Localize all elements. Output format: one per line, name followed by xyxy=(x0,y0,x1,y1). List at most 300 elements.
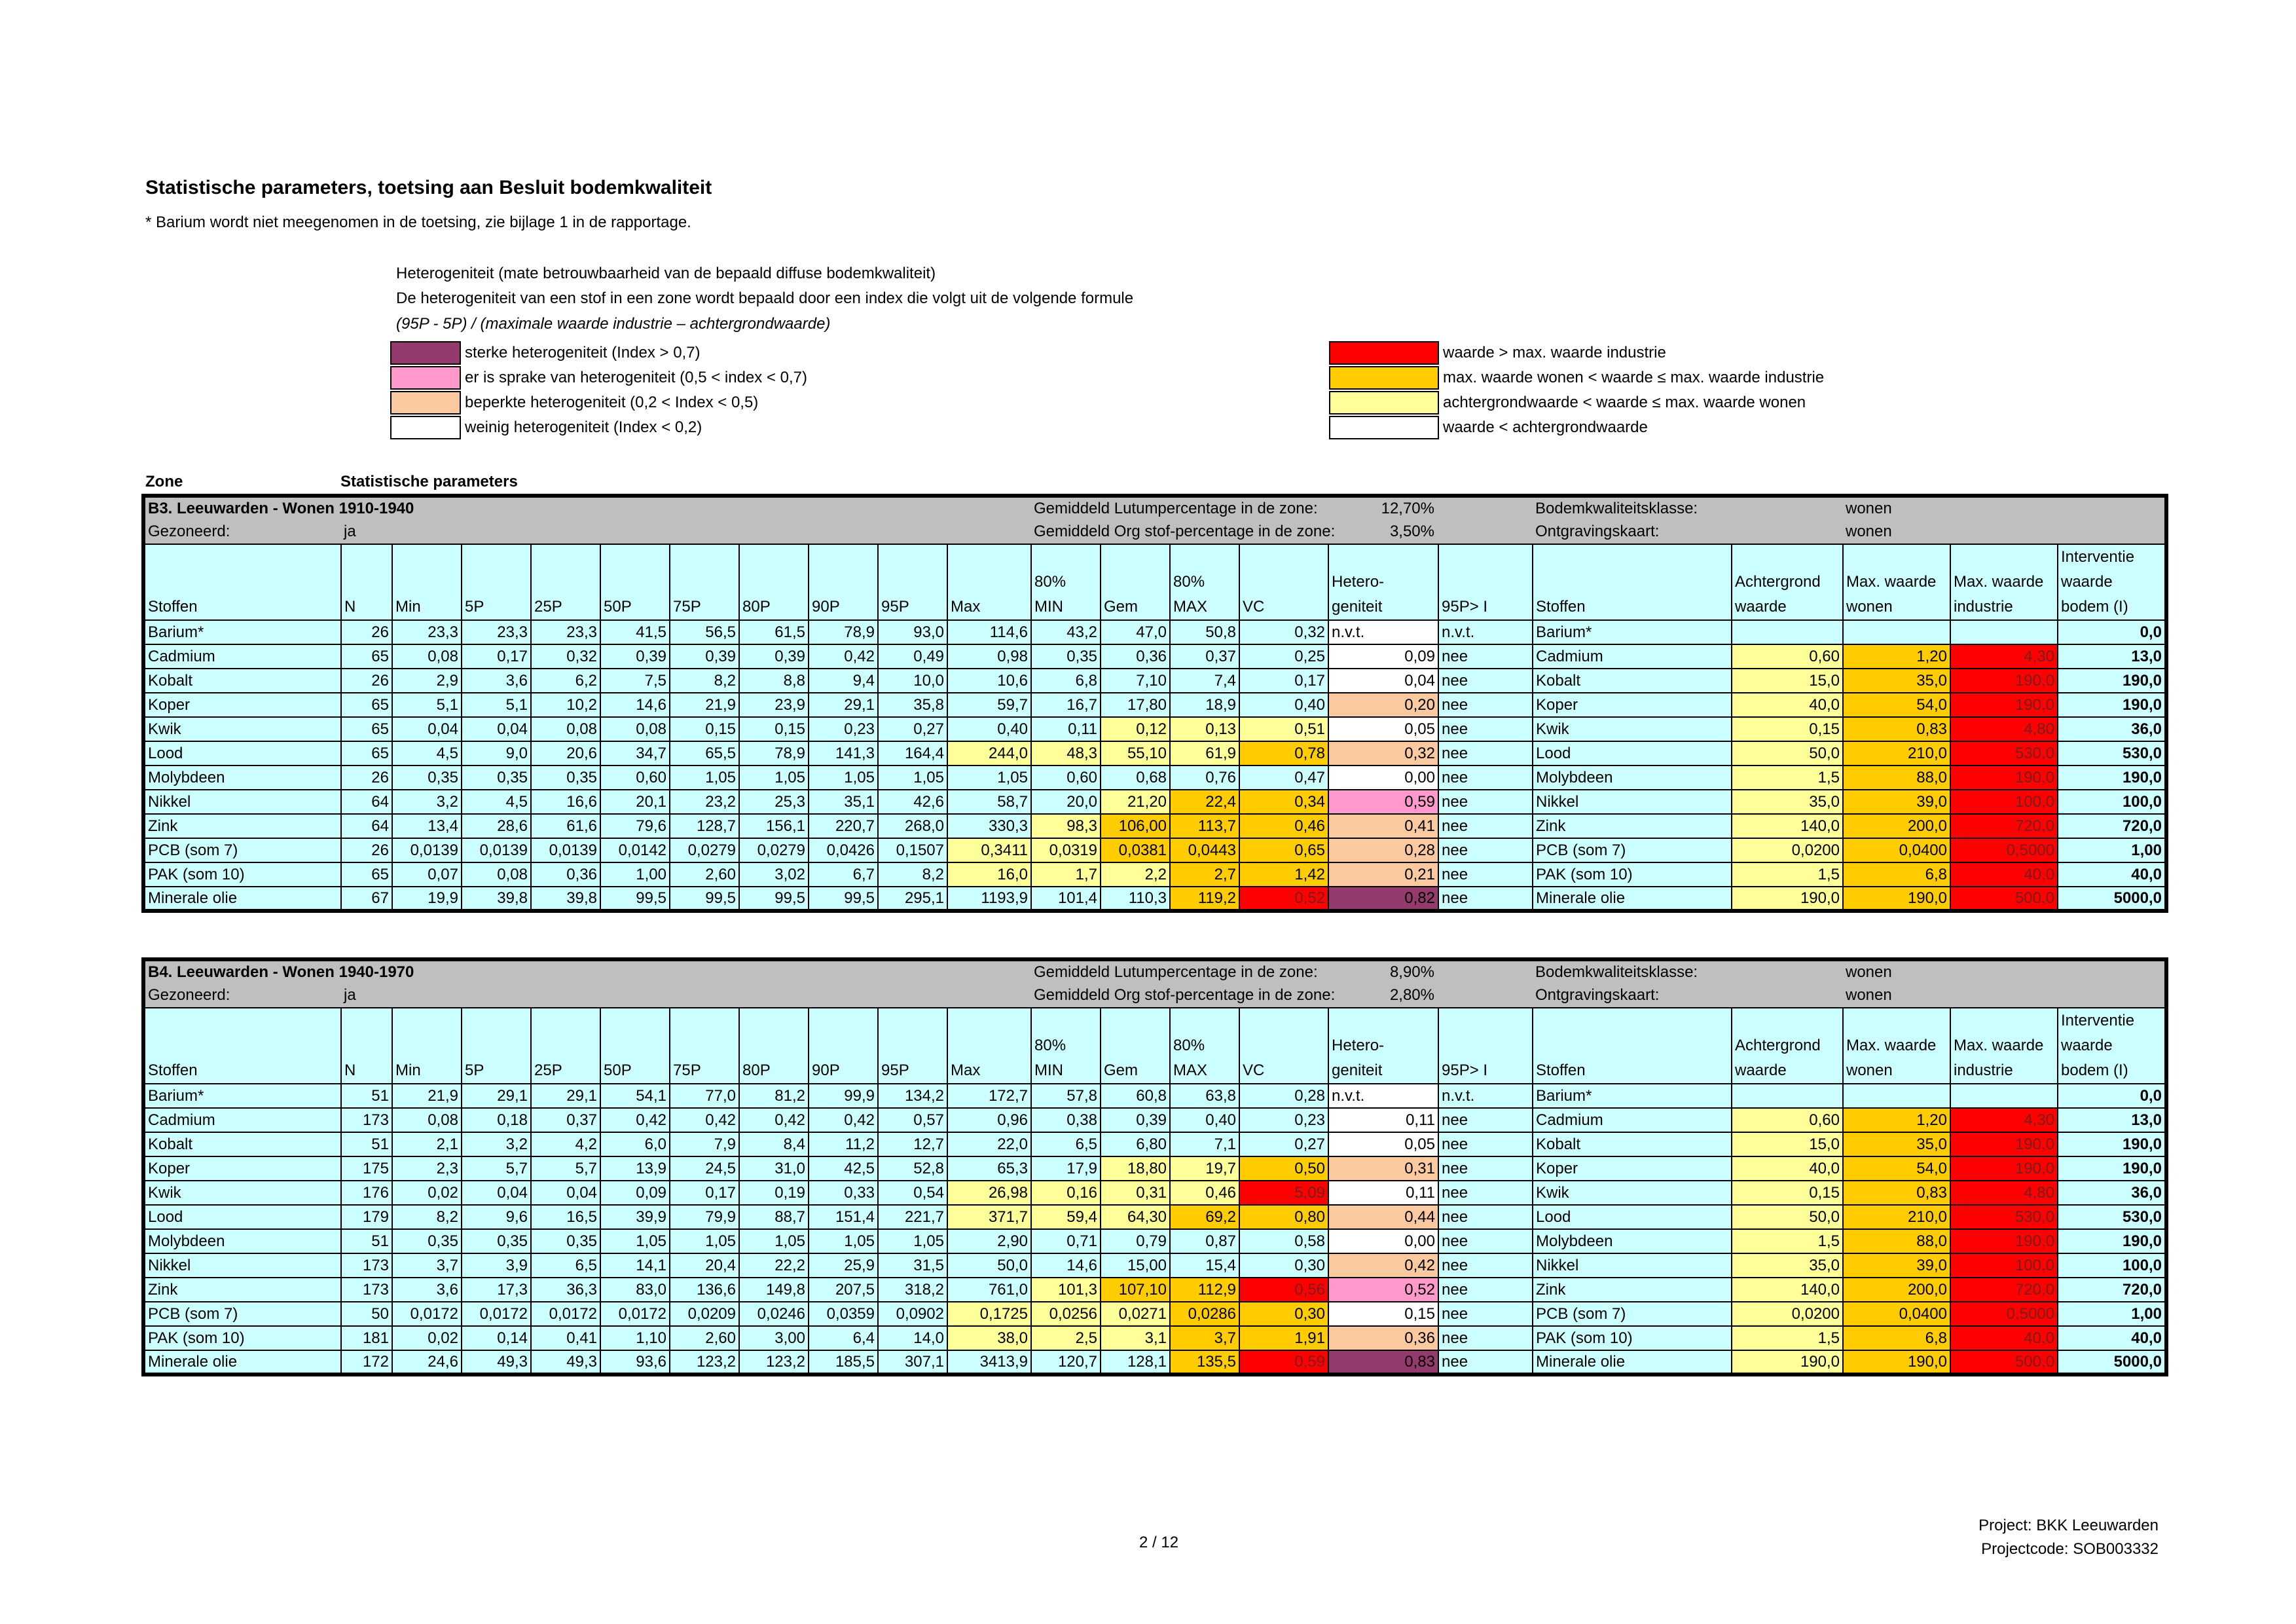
reference-value: 210,0 xyxy=(1843,741,1950,766)
intervention-check: nee xyxy=(1438,814,1533,838)
value-cell: 13,9 xyxy=(600,1156,670,1181)
value-cell: 34,7 xyxy=(600,741,670,766)
value-cell: 1,91 xyxy=(1239,1326,1328,1350)
value-cell: 61,6 xyxy=(531,814,600,838)
reference-value: 6,8 xyxy=(1843,1326,1950,1350)
value-cell: 1,05 xyxy=(739,766,809,790)
value-cell: 65 xyxy=(341,741,392,766)
value-cell: 5,1 xyxy=(462,693,531,717)
reference-value: 0,0 xyxy=(2058,620,2166,644)
legend-label: er is sprake van heterogeniteit (0,5 < index < 0,7) xyxy=(465,369,807,386)
column-header: Interventie waarde bodem (I) xyxy=(2058,1008,2166,1084)
substance-name: Kobalt xyxy=(143,669,341,693)
value-cell: 0,0271 xyxy=(1101,1302,1170,1326)
column-header: Max. waarde industrie xyxy=(1950,1008,2058,1084)
intervention-check: nee xyxy=(1438,1108,1533,1132)
column-header: VC xyxy=(1239,1008,1328,1084)
value-cell: 3,9 xyxy=(462,1253,531,1278)
value-cell: 12,7 xyxy=(878,1132,947,1156)
value-cell: 164,4 xyxy=(878,741,947,766)
value-cell: 0,58 xyxy=(1239,1229,1328,1253)
value-cell: 0,41 xyxy=(531,1326,600,1350)
reference-value: 1,5 xyxy=(1732,1229,1843,1253)
table-row xyxy=(143,1181,2166,1205)
reference-value: 5000,0 xyxy=(2058,1350,2166,1375)
reference-value xyxy=(1843,620,1950,644)
value-cell: 49,3 xyxy=(531,1350,600,1375)
value-cell: 175 xyxy=(341,1156,392,1181)
column-header: 80% MAX xyxy=(1170,1008,1239,1084)
value-cell: 65 xyxy=(341,693,392,717)
value-cell: 135,5 xyxy=(1170,1350,1239,1375)
substance-name: Kobalt xyxy=(143,1132,341,1156)
value-cell: 1,05 xyxy=(947,766,1031,790)
legend-item xyxy=(1329,365,1824,390)
column-header: 80% MIN xyxy=(1031,544,1101,620)
column-header: Gem xyxy=(1101,544,1170,620)
heterogeneity-cell: 0,59 xyxy=(1328,790,1438,814)
value-cell: 99,5 xyxy=(600,887,670,911)
substance-name: PCB (som 7) xyxy=(143,838,341,862)
value-cell: 0,42 xyxy=(809,1108,878,1132)
reference-value: 720,0 xyxy=(2058,1278,2166,1302)
value-cell: 0,08 xyxy=(462,862,531,887)
value-cell: 0,0172 xyxy=(531,1302,600,1326)
column-header: Hetero- geniteit xyxy=(1328,1008,1438,1084)
value-cell: 0,04 xyxy=(462,717,531,741)
value-cell: 1,05 xyxy=(670,766,739,790)
column-header: Stoffen xyxy=(143,1008,341,1084)
reference-value: 200,0 xyxy=(1843,1278,1950,1302)
reference-value: 35,0 xyxy=(1732,1253,1843,1278)
value-cell: 0,11 xyxy=(1031,717,1101,741)
reference-value: 6,8 xyxy=(1843,862,1950,887)
value-cell: 0,07 xyxy=(392,862,462,887)
intervention-check: nee xyxy=(1438,1205,1533,1229)
reference-value: 720,0 xyxy=(1950,1278,2058,1302)
value-cell: 65 xyxy=(341,644,392,669)
table-row xyxy=(143,1326,2166,1350)
klasse-label: Bodemkwaliteitsklasse: xyxy=(1535,963,1698,981)
value-cell: 9,4 xyxy=(809,669,878,693)
klasse-value: wonen xyxy=(1846,963,1892,981)
value-cell: 1,05 xyxy=(809,1229,878,1253)
heterogeneity-cell: 0,42 xyxy=(1328,1253,1438,1278)
heterogeneity-description: Heterogeniteit (mate betrouwbaarheid van de bepaald diffuse bodemkwaliteit) xyxy=(396,265,936,282)
value-cell: 47,0 xyxy=(1101,620,1170,644)
table-row xyxy=(143,717,2166,741)
value-cell: 7,10 xyxy=(1101,669,1170,693)
value-cell: 29,1 xyxy=(809,693,878,717)
reference-value: 5000,0 xyxy=(2058,887,2166,911)
column-header: 95P> I xyxy=(1438,544,1533,620)
value-cell: 58,7 xyxy=(947,790,1031,814)
heterogeneity-cell: 0,41 xyxy=(1328,814,1438,838)
value-cell: 17,9 xyxy=(1031,1156,1101,1181)
value-cell: 0,09 xyxy=(600,1181,670,1205)
heterogeneity-cell: 0,21 xyxy=(1328,862,1438,887)
reference-value: 0,0 xyxy=(2058,1084,2166,1108)
value-cell: 14,1 xyxy=(600,1253,670,1278)
value-cell: 101,3 xyxy=(1031,1278,1101,1302)
value-cell: 0,19 xyxy=(739,1181,809,1205)
heterogeneity-cell: 0,09 xyxy=(1328,644,1438,669)
value-cell: 0,0359 xyxy=(809,1302,878,1326)
value-cell: 185,5 xyxy=(809,1350,878,1375)
value-cell: 16,0 xyxy=(947,862,1031,887)
reference-value: 54,0 xyxy=(1843,1156,1950,1181)
table-row xyxy=(143,1253,2166,1278)
value-cell: 0,0443 xyxy=(1170,838,1239,862)
value-cell: 6,2 xyxy=(531,669,600,693)
value-cell: 4,2 xyxy=(531,1132,600,1156)
value-cell: 0,17 xyxy=(462,644,531,669)
value-cell: 51 xyxy=(341,1132,392,1156)
legend-item xyxy=(390,341,701,365)
org-value: 3,50% xyxy=(1389,523,1434,540)
column-header: 80% MAX xyxy=(1170,544,1239,620)
legend-label: sterke heterogeniteit (Index > 0,7) xyxy=(465,344,701,361)
heterogeneity-cell: 0,05 xyxy=(1328,1132,1438,1156)
substance-name: Koper xyxy=(1533,1156,1732,1181)
value-cell: 0,15 xyxy=(739,717,809,741)
column-header: 25P xyxy=(531,1008,600,1084)
reference-value: 100,0 xyxy=(2058,790,2166,814)
zone-name: B4. Leeuwarden - Wonen 1940-1970 xyxy=(148,963,414,981)
value-cell: 23,3 xyxy=(392,620,462,644)
zone-heading: Zone xyxy=(145,473,183,490)
value-cell: 0,87 xyxy=(1170,1229,1239,1253)
value-cell: 0,0426 xyxy=(809,838,878,862)
heterogeneity-cell: 0,52 xyxy=(1328,1278,1438,1302)
table-row xyxy=(143,1278,2166,1302)
value-cell: 7,5 xyxy=(600,669,670,693)
legend-item xyxy=(390,365,807,390)
org-label: Gemiddeld Org stof-percentage in de zone: 2,80% xyxy=(1034,986,1434,1004)
value-cell: 6,4 xyxy=(809,1326,878,1350)
substance-name: Cadmium xyxy=(143,644,341,669)
value-cell: 0,36 xyxy=(1101,644,1170,669)
value-cell: 25,3 xyxy=(739,790,809,814)
substance-name: Cadmium xyxy=(1533,644,1732,669)
value-cell: 65,3 xyxy=(947,1156,1031,1181)
reference-value xyxy=(1732,620,1843,644)
value-cell: 67 xyxy=(341,887,392,911)
substance-name: Barium* xyxy=(1533,620,1732,644)
reference-value: 0,83 xyxy=(1843,717,1950,741)
heterogeneity-cell: 0,00 xyxy=(1328,1229,1438,1253)
value-cell: 0,04 xyxy=(462,1181,531,1205)
value-cell: 17,3 xyxy=(462,1278,531,1302)
reference-value: 190,0 xyxy=(1950,1132,2058,1156)
legend-label: weinig heterogeniteit (Index < 0,2) xyxy=(465,418,702,436)
column-header: Min xyxy=(392,544,462,620)
reference-value: 190,0 xyxy=(2058,1132,2166,1156)
value-cell: 0,08 xyxy=(600,717,670,741)
legend-item xyxy=(390,415,702,440)
value-cell: 93,0 xyxy=(878,620,947,644)
value-cell: 0,31 xyxy=(1101,1181,1170,1205)
substance-name: Koper xyxy=(143,693,341,717)
value-cell: 107,10 xyxy=(1101,1278,1170,1302)
substance-name: Zink xyxy=(1533,1278,1732,1302)
value-cell: 99,9 xyxy=(809,1084,878,1108)
value-cell: 42,6 xyxy=(878,790,947,814)
substance-name: Minerale olie xyxy=(143,1350,341,1375)
substance-name: Zink xyxy=(143,814,341,838)
value-cell: 0,35 xyxy=(392,766,462,790)
value-cell: 14,6 xyxy=(1031,1253,1101,1278)
value-cell: 0,3411 xyxy=(947,838,1031,862)
table-row xyxy=(143,1132,2166,1156)
value-cell: 0,30 xyxy=(1239,1253,1328,1278)
value-cell: 120,7 xyxy=(1031,1350,1101,1375)
value-cell: 6,8 xyxy=(1031,669,1101,693)
value-cell: 2,9 xyxy=(392,669,462,693)
reference-value: 530,0 xyxy=(1950,1205,2058,1229)
reference-value: 190,0 xyxy=(2058,669,2166,693)
reference-value: 190,0 xyxy=(2058,1156,2166,1181)
reference-value: 88,0 xyxy=(1843,1229,1950,1253)
substance-name: Nikkel xyxy=(1533,790,1732,814)
intervention-check: nee xyxy=(1438,693,1533,717)
column-header: 80P xyxy=(739,1008,809,1084)
legend-item xyxy=(1329,390,1806,415)
reference-value: 200,0 xyxy=(1843,814,1950,838)
value-cell: 330,3 xyxy=(947,814,1031,838)
value-cell: 244,0 xyxy=(947,741,1031,766)
substance-name: PCB (som 7) xyxy=(1533,838,1732,862)
reference-value: 0,5000 xyxy=(1950,1302,2058,1326)
substance-name: Lood xyxy=(1533,741,1732,766)
value-cell: 14,0 xyxy=(878,1326,947,1350)
substance-name: Molybdeen xyxy=(1533,766,1732,790)
table-row xyxy=(143,1156,2166,1181)
reference-value: 4,80 xyxy=(1950,1181,2058,1205)
stat-heading: Statistische parameters xyxy=(340,473,518,490)
table-row xyxy=(143,838,2166,862)
intervention-check: nee xyxy=(1438,1350,1533,1375)
value-cell: 28,6 xyxy=(462,814,531,838)
substance-name: Lood xyxy=(143,1205,341,1229)
value-cell: 77,0 xyxy=(670,1084,739,1108)
substance-name: Kwik xyxy=(143,1181,341,1205)
reference-value: 40,0 xyxy=(1732,1156,1843,1181)
value-cell: 0,04 xyxy=(531,1181,600,1205)
substance-name: PAK (som 10) xyxy=(143,862,341,887)
column-header: Max. waarde industrie xyxy=(1950,544,2058,620)
legend-swatch xyxy=(390,416,461,439)
substance-name: Cadmium xyxy=(143,1108,341,1132)
value-cell: 123,2 xyxy=(739,1350,809,1375)
substance-name: Minerale olie xyxy=(1533,1350,1732,1375)
intervention-check: nee xyxy=(1438,1278,1533,1302)
reference-value: 500,0 xyxy=(1950,887,2058,911)
heterogeneity-cell: 0,11 xyxy=(1328,1181,1438,1205)
legend-label: waarde > max. waarde industrie xyxy=(1443,344,1666,361)
value-cell: 0,0381 xyxy=(1101,838,1170,862)
heterogeneity-cell: 0,28 xyxy=(1328,838,1438,862)
value-cell: 0,38 xyxy=(1031,1108,1101,1132)
heterogeneity-cell: n.v.t. xyxy=(1328,620,1438,644)
value-cell: 9,0 xyxy=(462,741,531,766)
zone-name: B3. Leeuwarden - Wonen 1910-1940 xyxy=(148,500,414,517)
kaart-label: Ontgravingskaart: xyxy=(1535,986,1660,1004)
value-cell: 23,9 xyxy=(739,693,809,717)
reference-value: 100,0 xyxy=(1950,1253,2058,1278)
value-cell: 16,7 xyxy=(1031,693,1101,717)
value-cell: 1,05 xyxy=(600,1229,670,1253)
value-cell: 3,00 xyxy=(739,1326,809,1350)
column-header: Stoffen xyxy=(1533,1008,1732,1084)
value-cell: 8,2 xyxy=(392,1205,462,1229)
value-cell: 52,8 xyxy=(878,1156,947,1181)
substance-name: Kobalt xyxy=(1533,1132,1732,1156)
value-cell: 0,34 xyxy=(1239,790,1328,814)
value-cell: 3,6 xyxy=(462,669,531,693)
reference-value: 54,0 xyxy=(1843,693,1950,717)
value-cell: 0,1507 xyxy=(878,838,947,862)
value-cell: 173 xyxy=(341,1108,392,1132)
page-title: Statistische parameters, toetsing aan Besluit bodemkwaliteit xyxy=(145,177,712,198)
substance-name: Minerale olie xyxy=(143,887,341,911)
value-cell: 0,60 xyxy=(1031,766,1101,790)
substance-name: Kwik xyxy=(1533,1181,1732,1205)
value-cell: 0,0902 xyxy=(878,1302,947,1326)
column-header: 90P xyxy=(809,1008,878,1084)
reference-value: 0,5000 xyxy=(1950,838,2058,862)
legend-label: achtergrondwaarde < waarde ≤ max. waarde wonen xyxy=(1443,394,1806,411)
value-cell: 0,17 xyxy=(670,1181,739,1205)
value-cell: 0,56 xyxy=(1239,1278,1328,1302)
gezoneerd-value: ja xyxy=(344,986,356,1004)
legend-item xyxy=(1329,341,1666,365)
value-cell: 0,02 xyxy=(392,1181,462,1205)
value-cell: 0,80 xyxy=(1239,1205,1328,1229)
substance-name: Koper xyxy=(1533,693,1732,717)
reference-value: 0,0200 xyxy=(1732,1302,1843,1326)
intervention-check: nee xyxy=(1438,766,1533,790)
value-cell: 14,6 xyxy=(600,693,670,717)
value-cell: 19,9 xyxy=(392,887,462,911)
value-cell: 371,7 xyxy=(947,1205,1031,1229)
heterogeneity-formula: (95P - 5P) / (maximale waarde industrie – achtergrondwaarde) xyxy=(396,315,831,333)
value-cell: 13,4 xyxy=(392,814,462,838)
reference-value: 36,0 xyxy=(2058,717,2166,741)
value-cell: 0,68 xyxy=(1101,766,1170,790)
value-cell: 88,7 xyxy=(739,1205,809,1229)
intervention-check: nee xyxy=(1438,1181,1533,1205)
value-cell: 136,6 xyxy=(670,1278,739,1302)
value-cell: 65,5 xyxy=(670,741,739,766)
column-header: Min xyxy=(392,1008,462,1084)
reference-value: 530,0 xyxy=(2058,741,2166,766)
value-cell: 39,9 xyxy=(600,1205,670,1229)
reference-value: 39,0 xyxy=(1843,1253,1950,1278)
table-row xyxy=(143,862,2166,887)
substance-name: Kwik xyxy=(1533,717,1732,741)
zone-table xyxy=(141,957,2168,1376)
reference-value: 39,0 xyxy=(1843,790,1950,814)
substance-name: Nikkel xyxy=(143,790,341,814)
value-cell: 0,37 xyxy=(1170,644,1239,669)
heterogeneity-cell: n.v.t. xyxy=(1328,1084,1438,1108)
value-cell: 6,5 xyxy=(1031,1132,1101,1156)
reference-value: 190,0 xyxy=(1950,1156,2058,1181)
value-cell: 7,1 xyxy=(1170,1132,1239,1156)
value-cell: 0,13 xyxy=(1170,717,1239,741)
org-value: 2,80% xyxy=(1389,986,1434,1004)
value-cell: 3,6 xyxy=(392,1278,462,1302)
value-cell: 21,9 xyxy=(670,693,739,717)
value-cell: 36,3 xyxy=(531,1278,600,1302)
value-cell: 2,60 xyxy=(670,1326,739,1350)
value-cell: 173 xyxy=(341,1278,392,1302)
value-cell: 26 xyxy=(341,620,392,644)
reference-value xyxy=(1732,1084,1843,1108)
value-cell: 2,7 xyxy=(1170,862,1239,887)
value-cell: 0,27 xyxy=(1239,1132,1328,1156)
reference-value: 1,5 xyxy=(1732,1326,1843,1350)
substance-name: Nikkel xyxy=(143,1253,341,1278)
value-cell: 0,46 xyxy=(1170,1181,1239,1205)
value-cell: 0,32 xyxy=(531,644,600,669)
value-cell: 64 xyxy=(341,814,392,838)
table-row xyxy=(143,1205,2166,1229)
value-cell: 106,00 xyxy=(1101,814,1170,838)
reference-value: 190,0 xyxy=(2058,1229,2166,1253)
reference-value: 190,0 xyxy=(1843,1350,1950,1375)
legend-swatch xyxy=(1329,366,1439,390)
reference-value: 0,15 xyxy=(1732,717,1843,741)
value-cell: 49,3 xyxy=(462,1350,531,1375)
value-cell: 1,05 xyxy=(878,1229,947,1253)
value-cell: 176 xyxy=(341,1181,392,1205)
spacer xyxy=(1438,520,1533,544)
kaart-label: Ontgravingskaart: xyxy=(1535,523,1660,540)
value-cell: 0,96 xyxy=(947,1108,1031,1132)
value-cell: 54,1 xyxy=(600,1084,670,1108)
substance-name: PCB (som 7) xyxy=(1533,1302,1732,1326)
value-cell: 51 xyxy=(341,1084,392,1108)
reference-value: 0,0400 xyxy=(1843,1302,1950,1326)
spacer xyxy=(1438,984,1533,1008)
substance-name: Molybdeen xyxy=(1533,1229,1732,1253)
klasse-label: Bodemkwaliteitsklasse: xyxy=(1535,500,1698,517)
value-cell: 6,7 xyxy=(809,862,878,887)
column-header: 25P xyxy=(531,544,600,620)
value-cell: 0,40 xyxy=(1170,1108,1239,1132)
value-cell: 50 xyxy=(341,1302,392,1326)
reference-value: 88,0 xyxy=(1843,766,1950,790)
value-cell: 10,2 xyxy=(531,693,600,717)
value-cell: 0,98 xyxy=(947,644,1031,669)
value-cell: 0,08 xyxy=(531,717,600,741)
heterogeneity-cell: 0,00 xyxy=(1328,766,1438,790)
intervention-check: nee xyxy=(1438,1132,1533,1156)
value-cell: 0,04 xyxy=(392,717,462,741)
value-cell: 93,6 xyxy=(600,1350,670,1375)
value-cell: 0,42 xyxy=(670,1108,739,1132)
value-cell: 128,1 xyxy=(1101,1350,1170,1375)
substance-name: Cadmium xyxy=(1533,1108,1732,1132)
reference-value: 190,0 xyxy=(2058,693,2166,717)
spacer xyxy=(1438,496,1533,520)
value-cell: 16,6 xyxy=(531,790,600,814)
reference-value xyxy=(1843,1084,1950,1108)
column-header: 80P xyxy=(739,544,809,620)
value-cell: 123,2 xyxy=(670,1350,739,1375)
